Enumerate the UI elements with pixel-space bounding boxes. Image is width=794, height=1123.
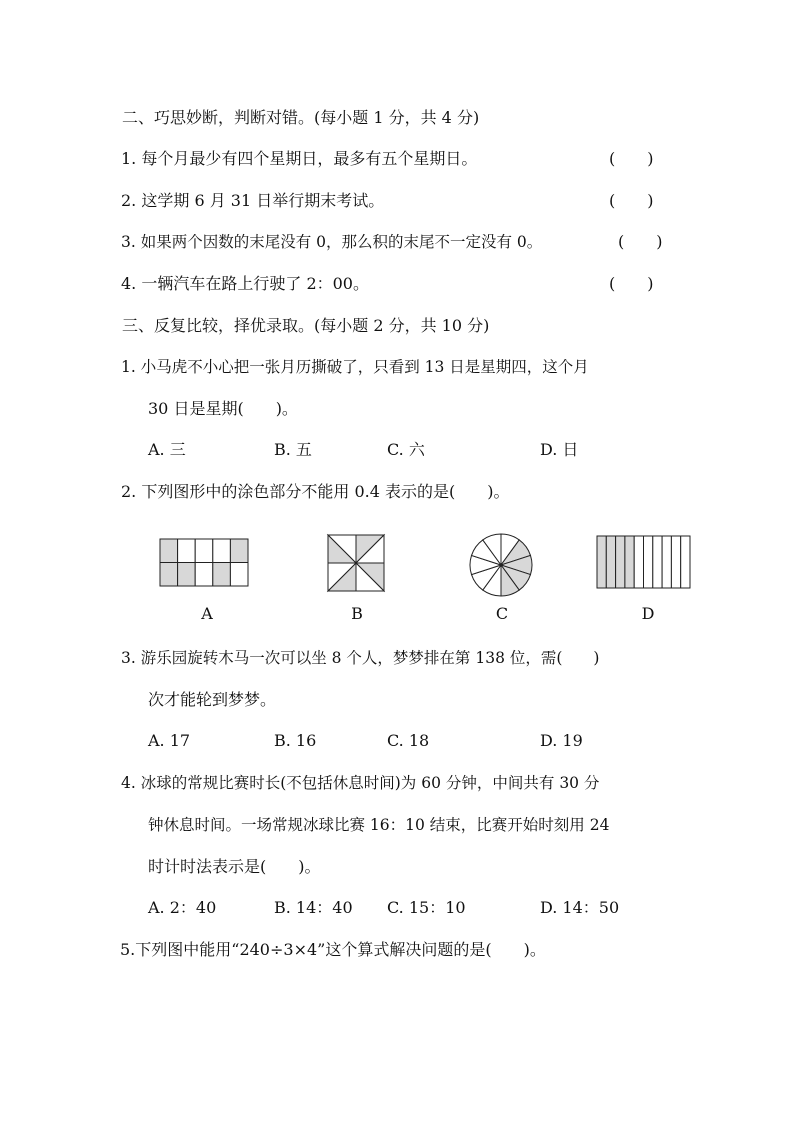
- q4-option-a[interactable]: A. 2：40: [148, 898, 217, 917]
- q1-line1: 1. 小马虎不小心把一张月历撕破了，只看到 13 日是星期四，这个月: [121, 358, 589, 376]
- q1-line2: 30 日是星期( )。: [148, 399, 298, 418]
- q4-option-b[interactable]: B. 14：40: [274, 898, 353, 917]
- q3-option-c[interactable]: C. 18: [387, 731, 430, 750]
- q3-option-d[interactable]: D. 19: [540, 731, 583, 750]
- q1-option-a[interactable]: A. 三: [148, 440, 186, 459]
- q4-line1: 4. 冰球的常规比赛时长(不包括休息时间)为 60 分钟，中间共有 30 分: [121, 774, 600, 792]
- q1-option-c[interactable]: C. 六: [387, 440, 425, 459]
- q3-option-b[interactable]: B. 16: [274, 731, 317, 750]
- q5-line1: 5.下列图中能用“240÷3×4”这个算式解决问题的是( )。: [120, 940, 546, 959]
- figure-c-circle[interactable]: [469, 533, 533, 597]
- q4-line2: 钟休息时间。一场常规冰球比赛 16：10 结束，比赛开始时刻用 24: [148, 816, 610, 834]
- judge-item-1: 1. 每个月最少有四个星期日，最多有五个星期日。: [121, 149, 478, 168]
- q4-option-d[interactable]: D. 14：50: [540, 898, 620, 917]
- judge-item-2: 2. 这学期 6 月 31 日举行期末考试。: [121, 191, 385, 210]
- judge-answer-blank-4[interactable]: ( ): [609, 274, 654, 293]
- section3-title: 三、反复比较，择优录取。(每小题 2 分，共 10 分): [122, 316, 490, 335]
- q3-line1: 3. 游乐园旋转木马一次可以坐 8 个人，梦梦排在第 138 位，需( ): [121, 649, 600, 667]
- figure-d-strips[interactable]: [597, 536, 690, 588]
- q3-line2: 次才能轮到梦梦。: [148, 690, 277, 709]
- q4-line3: 时计时法表示是( )。: [148, 857, 321, 876]
- judge-item-4: 4. 一辆汽车在路上行驶了 2：00。: [121, 274, 369, 293]
- judge-answer-blank-2[interactable]: ( ): [609, 191, 654, 210]
- judge-answer-blank-3[interactable]: ( ): [618, 232, 663, 251]
- figure-b-square[interactable]: [328, 535, 384, 591]
- judge-answer-blank-1[interactable]: ( ): [609, 149, 654, 168]
- figure-a-label: A: [201, 604, 213, 623]
- figure-c-label: C: [495, 604, 509, 623]
- q2-line1: 2. 下列图形中的涂色部分不能用 0.4 表示的是( )。: [121, 482, 510, 501]
- figure-d-label: D: [641, 604, 655, 623]
- q1-option-d[interactable]: D. 日: [540, 440, 579, 459]
- figure-b-label: B: [351, 604, 363, 623]
- section2-title: 二、巧思妙断，判断对错。(每小题 1 分，共 4 分): [122, 108, 480, 127]
- q4-option-c[interactable]: C. 15：10: [387, 898, 466, 917]
- q1-option-b[interactable]: B. 五: [274, 440, 312, 459]
- judge-item-3: 3. 如果两个因数的末尾没有 0，那么积的末尾不一定没有 0。: [121, 233, 543, 251]
- q3-option-a[interactable]: A. 17: [148, 731, 191, 750]
- figure-a-grid[interactable]: [160, 539, 248, 586]
